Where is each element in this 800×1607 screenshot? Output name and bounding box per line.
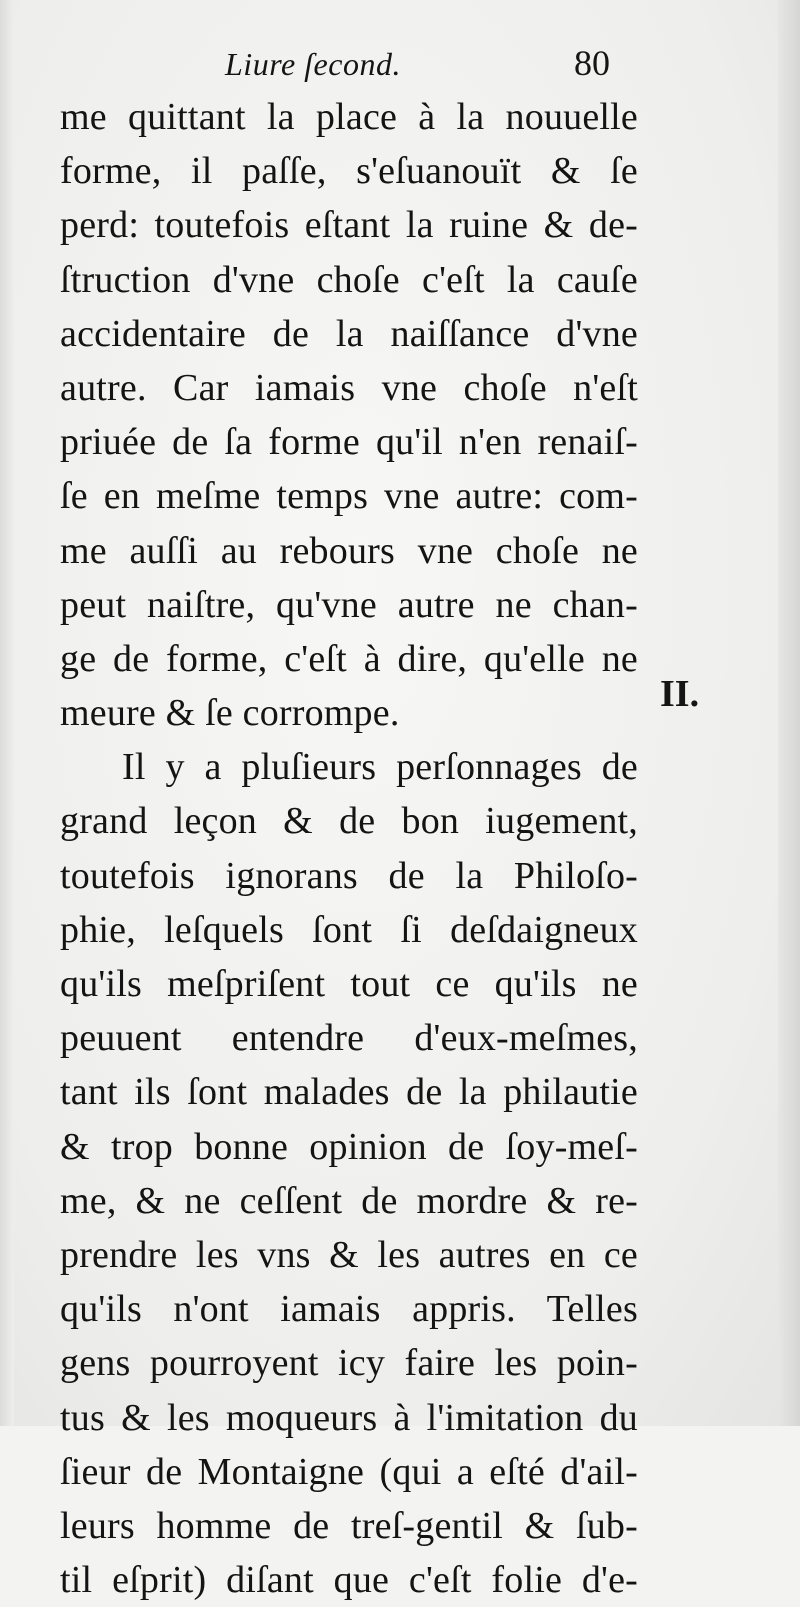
text-line: leurs homme de treſ-gentil & ſub- <box>60 1504 638 1547</box>
text-line: ge de forme, c'eſt à dire, qu'elle ne <box>60 637 638 680</box>
text-line: me auſſi au rebours vne choſe ne <box>60 529 638 572</box>
text-line: & trop bonne opinion de ſoy-meſ- <box>60 1125 638 1168</box>
text-line-paragraph-start: Il y a pluſieurs perſonnages de <box>122 746 638 789</box>
text-line-paragraph-end: meure & ſe corrompe. <box>60 692 400 735</box>
running-head: Liure ſecond. <box>225 46 401 82</box>
text-line: gens pourroyent icy faire les poin- <box>60 1342 638 1385</box>
text-line: me quittant la place à la nouuelle <box>60 96 638 138</box>
text-line: ſieur de Montaigne (qui a eſté d'ail- <box>60 1450 638 1493</box>
text-line: ſtruction d'vne choſe c'eſt la cauſe <box>60 258 638 301</box>
text-line: autre. Car iamais vne choſe n'eſt <box>60 366 638 409</box>
text-line: qu'ils meſpriſent tout ce qu'ils ne <box>60 963 638 1005</box>
text-line: ſe en meſme temps vne autre: com- <box>60 475 638 518</box>
text-line: tant ils ſont malades de la philautie <box>60 1071 638 1114</box>
text-line: accidentaire de la naiſſance d'vne <box>60 312 638 355</box>
text-line: til eſprit) diſant que c'eſt folie d'e- <box>60 1559 638 1602</box>
margin-note: II. <box>660 673 700 715</box>
text-line: perd: toutefois eſtant la ruine & de- <box>60 204 638 247</box>
text-line: peut naiſtre, qu'vne autre ne chan- <box>60 583 638 626</box>
text-line: phie, leſquels ſont ſi deſdaigneux <box>60 908 638 951</box>
text-line: forme, il paſſe, s'eſuanouït & ſe <box>60 150 638 193</box>
text-line: toutefois ignorans de la Philoſo- <box>60 854 638 897</box>
text-line: tus & les moqueurs à l'imitation du <box>60 1396 638 1439</box>
body-text <box>60 90 638 1607</box>
page-gutter-shadow <box>0 0 14 1426</box>
text-line: peuuent entendre d'eux-meſmes, <box>60 1017 638 1060</box>
text-line: prendre les vns & les autres en ce <box>60 1233 638 1276</box>
text-line: qu'ils n'ont iamais appris. Telles <box>60 1288 638 1331</box>
text-line: me, & ne ceſſent de mordre & re- <box>60 1179 638 1222</box>
text-line: priuée de ſa forme qu'il n'en renaiſ- <box>60 421 638 464</box>
page-number: 80 <box>574 43 610 83</box>
text-line: grand leçon & de bon iugement, <box>60 800 638 843</box>
page-edge-shadow <box>778 0 800 1426</box>
